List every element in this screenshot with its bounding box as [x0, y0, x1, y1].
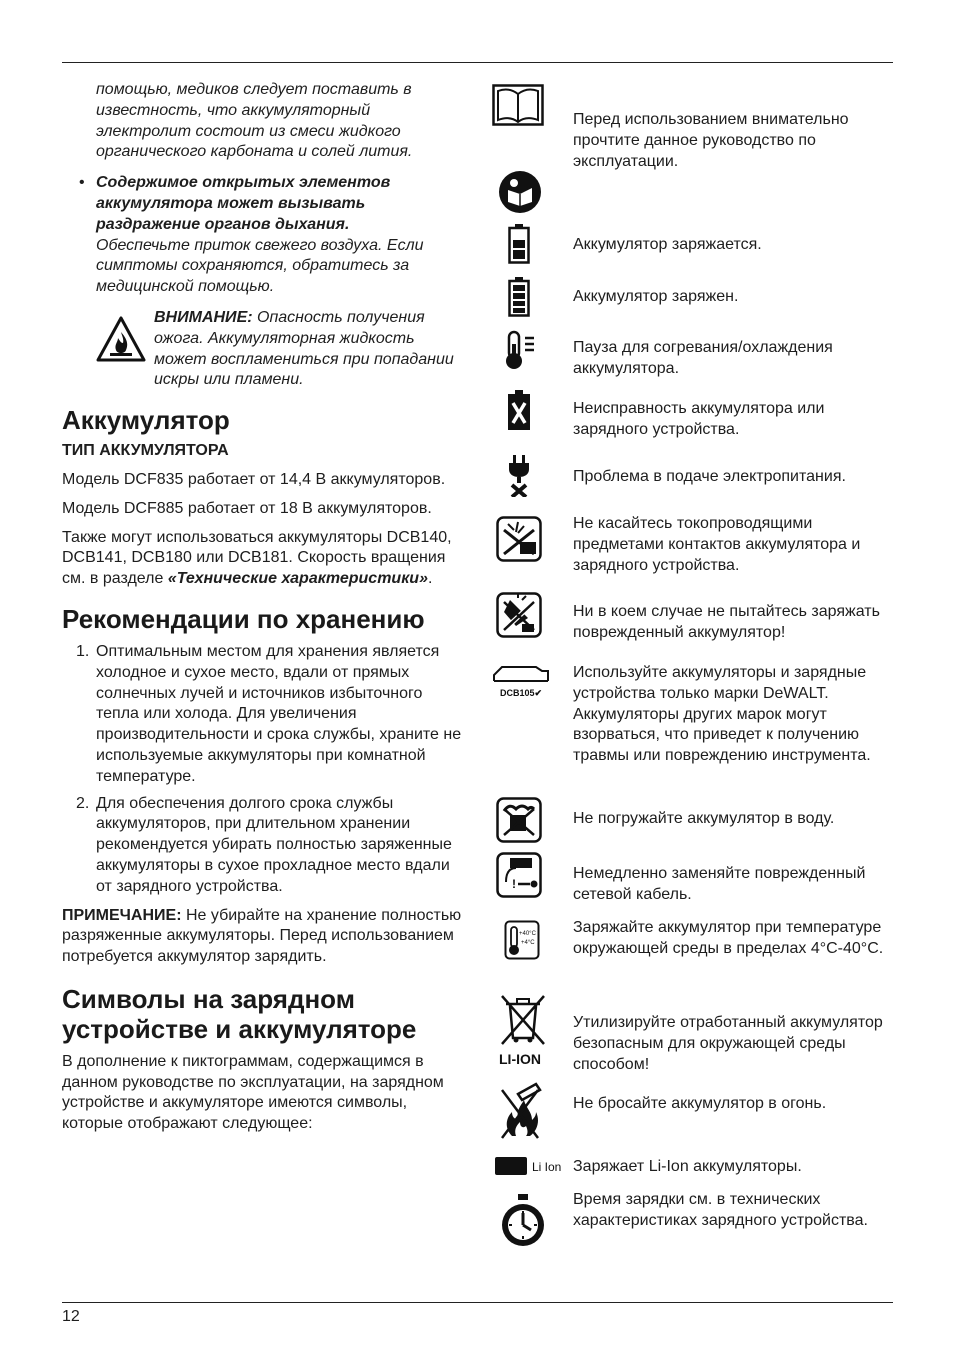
no-conductive-objects-icon: [496, 516, 542, 562]
symbol-text: Время зарядки см. в технических характеристиках зарядного устройства.: [573, 1191, 868, 1229]
symbol-text: Перед использованием внимательно прочтите данное руководство по эксплуатации.: [573, 111, 849, 170]
power-problem-icon: [506, 455, 532, 497]
intro-paragraph: помощью, медиков следует поставить в известность, что аккумуляторный электролит состоит из смеси жидкого органического карбоната и солей лития.: [96, 81, 413, 161]
note-text: Не убирайте на хранение полностью разряженные аккумуляторы. Перед использованием потребуется аккумулятор зарядить.: [62, 906, 462, 966]
bullet-bold-text: Содержимое открытых элементов аккумулятора может вызывать раздражение органов дыхания.: [96, 174, 391, 233]
symbols-heading: Символы на зарядном устройстве и аккумуляторе: [62, 983, 417, 1044]
page-number: 12: [62, 1308, 80, 1325]
symbol-text: Немедленно заменяйте поврежденный сетевой кабель.: [573, 865, 866, 903]
dewalt-battery-label: DCB105✔: [500, 688, 543, 698]
left-column: [62, 80, 462, 1143]
note-label: ПРИМЕЧАНИЕ:: [62, 906, 182, 924]
no-damaged-battery-icon: [496, 592, 542, 638]
storage-list: [62, 642, 462, 898]
top-rule: [62, 62, 893, 63]
temp-max-label: +40°C: [519, 931, 536, 937]
symbol-text: Заряжайте аккумулятор при температуре окружающей среды в пределах 4°C-40°C.: [573, 919, 884, 957]
svg-text:!: !: [512, 877, 516, 891]
symbol-text: Аккумулятор заряжен.: [573, 288, 739, 305]
thermometer-icon: [504, 330, 538, 370]
list-number: 2.: [76, 794, 90, 812]
symbol-text: Ни в коем случае не пытайтесь заряжать поврежденный аккумулятор!: [573, 603, 880, 641]
list-number: 1.: [76, 642, 90, 660]
symbol-text: Заряжает Li-Ion аккумуляторы.: [573, 1158, 802, 1175]
symbol-text: Пауза для согревания/охлаждения аккумулятора.: [573, 339, 833, 377]
symbol-text: Используйте аккумуляторы и зарядные устройства только марки DeWALT. Аккумуляторы других марок могут взорваться, что приведет к получению травмы или повреждению инструмента.: [573, 664, 871, 765]
symbol-text: Проблема в подаче электропитания.: [573, 468, 846, 485]
battery-charged-icon: [508, 277, 530, 317]
stopwatch-icon: [500, 1192, 546, 1250]
storage-note: [62, 906, 462, 968]
symbol-text: Утилизируйте отработанный аккумулятор безопасным для окружающей среды способом!: [573, 1014, 883, 1073]
symbols-intro: В дополнение к пиктограммам, содержащимся в данном руководстве по эксплуатации, на зарядном устройстве и аккумуляторе имеются символы, которые отображают следующее:: [62, 1052, 444, 1133]
warning-text: Опасность получения ожога. Аккумуляторная жидкость может воспламениться при попадании искры или пламени.: [154, 308, 454, 389]
fire-warning: [96, 308, 462, 391]
list-text: Оптимальным местом для хранения является холодное и сухое место, вдали от прямых солнечных лучей и источников избыточного тепла или холода. Для увеличения производительности и срока службы, храните не используемые аккумуляторы при комнатной температуре.: [96, 642, 462, 785]
bullet-italic-text: Обеспечьте приток свежего воздуха. Если симптомы сохраняются, обратитесь за медицинской помощью.: [96, 236, 424, 296]
li-ion-recycle-label: LI-ION: [499, 1051, 541, 1067]
battery-charging-icon: [508, 224, 530, 264]
symbol-text: Неисправность аккумулятора или зарядного устройства.: [573, 400, 825, 438]
temp-min-label: +4°C: [521, 940, 535, 946]
li-ion-icon: [494, 1156, 570, 1176]
tech-specs-reference: «Технические характеристики»: [167, 570, 428, 588]
flammable-warning-icon: [96, 316, 146, 362]
no-fire-icon: [498, 1080, 544, 1142]
no-water-icon: [496, 797, 542, 843]
battery-type-subheading: ТИП АККУМУЛЯТОРА: [62, 442, 229, 460]
list-text: Для обеспечения долгого срока службы аккумуляторов, при длительном хранении рекомендуется убирать полностью заряженные аккумуляторы в сухое прохладное место вдали от зарядного устройства.: [96, 794, 452, 895]
battery-paragraph-3-text: Также могут использоваться аккумуляторы DCB140, DCB141, DCB180 или DCB181. Скорость вращения см. в разделе: [62, 528, 452, 588]
battery-paragraph-1: Модель DCF835 работает от 14,4 В аккумуляторов.: [62, 470, 446, 488]
battery-heading: Аккумулятор: [62, 405, 230, 436]
li-ion-label: Li Ion: [532, 1160, 562, 1174]
read-manual-icon: [492, 84, 544, 126]
replace-cord-icon: [496, 852, 542, 898]
symbol-text: Не бросайте аккумулятор в огонь.: [573, 1095, 827, 1112]
symbol-text: Аккумулятор заряжается.: [573, 236, 762, 253]
battery-paragraph-3-end: .: [427, 570, 433, 588]
symbol-text: Не погружайте аккумулятор в воду.: [573, 810, 835, 827]
battery-paragraph-2: Модель DCF885 работает от 18 В аккумуляторов.: [62, 499, 432, 517]
recycle-bin-icon: [498, 992, 548, 1070]
symbol-text: Не касайтесь токопроводящими предметами контактов аккумулятора и зарядного устройства.: [573, 515, 861, 574]
read-manual-circle-icon: [498, 170, 542, 214]
dewalt-battery-icon: [492, 663, 550, 699]
warning-label: ВНИМАНИЕ:: [154, 308, 253, 326]
storage-heading: Рекомендации по хранению: [62, 603, 425, 634]
list-item: [62, 794, 462, 898]
battery-paragraph-3: [62, 528, 462, 590]
list-item: [62, 642, 462, 788]
temperature-range-icon: [504, 920, 540, 960]
bullet-item: [96, 173, 462, 298]
bottom-rule: [62, 1302, 893, 1303]
battery-fault-icon: [508, 390, 530, 430]
